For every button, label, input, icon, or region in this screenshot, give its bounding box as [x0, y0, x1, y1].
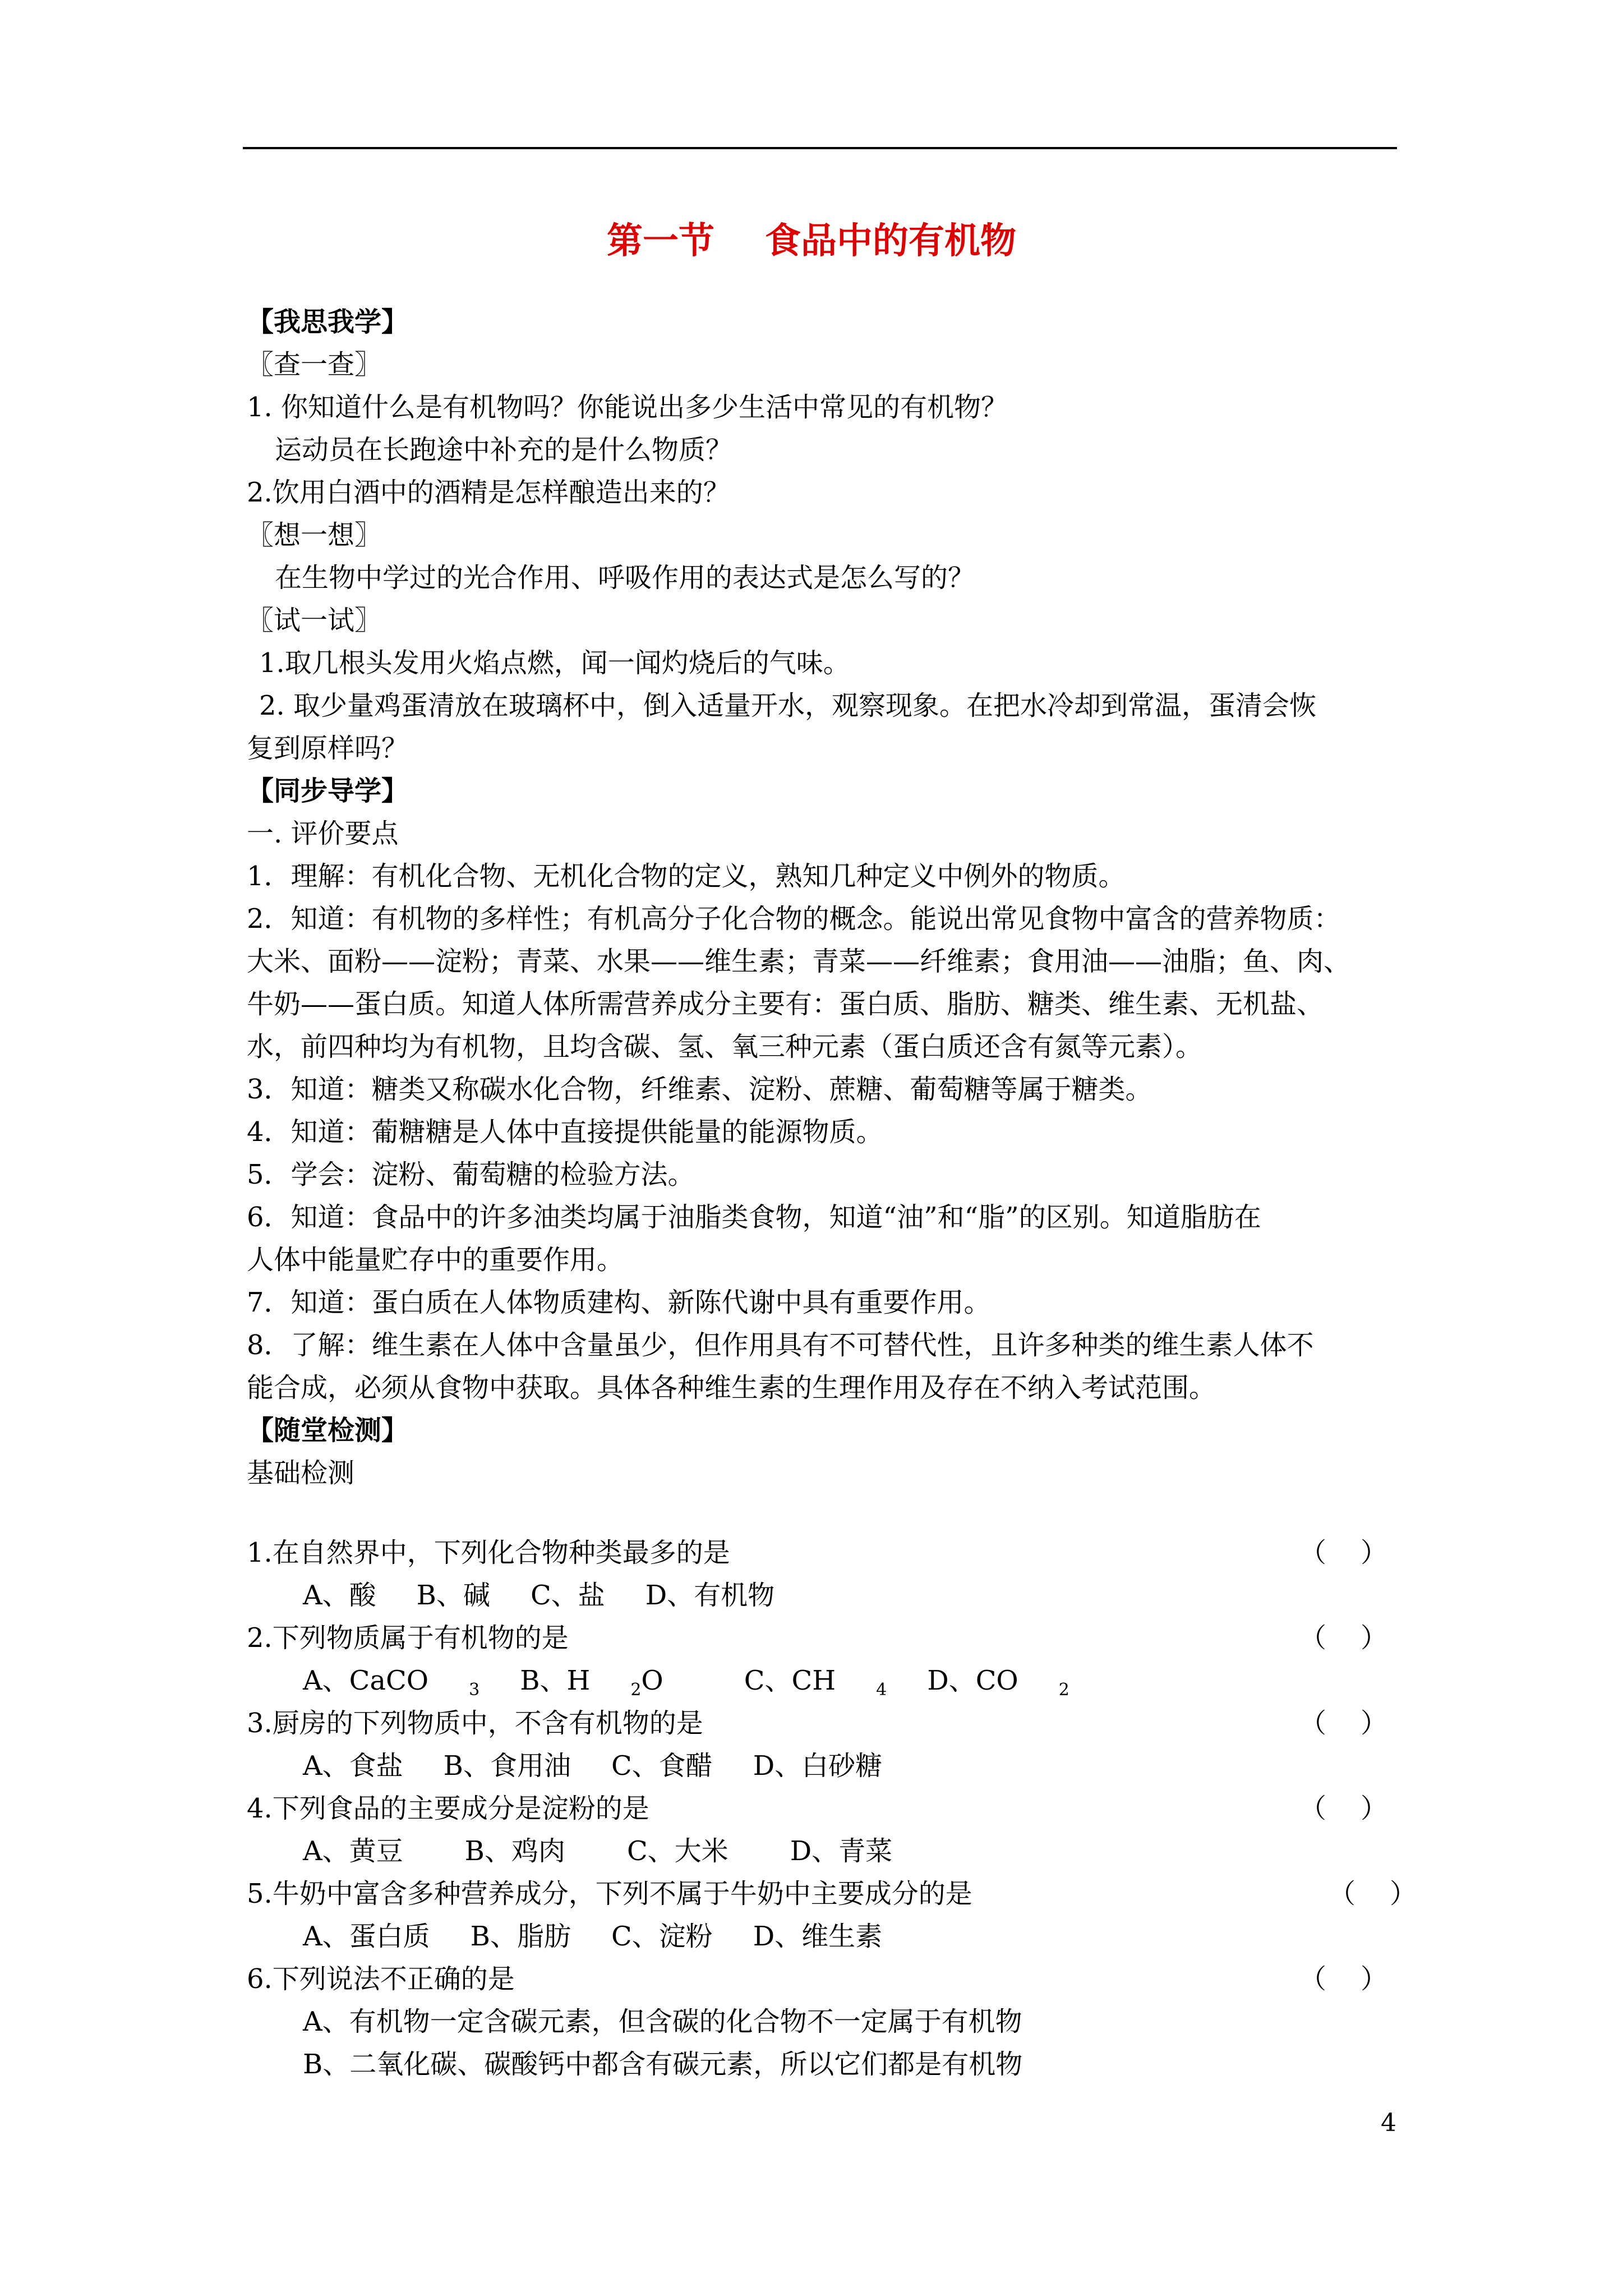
key-point-line: 牛奶——蛋白质。知道人体所需营养成分主要有：蛋白质、脂肪、糖类、维生素、无机盐、 [247, 988, 1324, 1020]
question-1: 1. 你知道什么是有机物吗？你能说出多少生活中常见的有机物？ [247, 392, 1008, 423]
question-stem: 2.下列物质属于有机物的是 [247, 1622, 569, 1654]
option: D、维生素 [753, 1921, 883, 1952]
options-row [303, 1747, 923, 1784]
option: A、有机物一定含碳元素，但含碳的化合物不一定属于有机物 [303, 2006, 1022, 2037]
option: B、碱 [416, 1580, 490, 1611]
subheading-basic-test: 基础检测 [247, 1457, 355, 1489]
question-stem: 5.牛奶中富含多种营养成分，下列不属于牛奶中主要成分的是 [247, 1878, 972, 1910]
option-co2: D、CO $_2$ [927, 1665, 1069, 1700]
question-2: 2.饮用白酒中的酒精是怎样酿造出来的？ [247, 477, 730, 508]
option: C、淀粉 [611, 1921, 713, 1952]
option: A、食盐 [303, 1750, 403, 1782]
option: A、酸 [303, 1580, 376, 1611]
option-caco3: A、CaCO $_3$ [303, 1665, 480, 1700]
option-h2o: B、H $_2$O [520, 1665, 663, 1700]
option: C、盐 [530, 1580, 605, 1611]
key-point-line: 人体中能量贮存中的重要作用。 [247, 1244, 624, 1276]
key-point-line: 2．知道：有机物的多样性；有机高分子化合物的概念。能说出常见食物中富含的营养物质： [247, 903, 1341, 935]
options-row [303, 1918, 923, 1955]
option: D、青菜 [790, 1835, 893, 1867]
key-point-line: 4．知道：葡糖糖是人体中直接提供能量的能源物质。 [247, 1116, 883, 1148]
key-point-line: 能合成，必须从食物中获取。具体各种维生素的生理作用及存在不纳入考试范围。 [247, 1372, 1216, 1404]
section-heading-sync-guide: 【同步导学】 [247, 775, 409, 807]
answer-blank: （ ） [1299, 1537, 1387, 1568]
section-heading-think-learn: 【我思我学】 [247, 306, 409, 338]
option: C、大米 [626, 1835, 728, 1867]
try-item-2-continued: 复到原样吗？ [247, 733, 409, 764]
key-point-line: 7．知道：蛋白质在人体物质建构、新陈代谢中具有重要作用。 [247, 1287, 991, 1318]
option: B、鸡肉 [464, 1835, 565, 1867]
option: A、蛋白质 [303, 1921, 430, 1952]
question-stem: 1.在自然界中，下列化合物种类最多的是 [247, 1537, 730, 1568]
page-title [0, 216, 1623, 266]
option: A、黄豆 [303, 1835, 403, 1867]
option: B、二氧化碳、碳酸钙中都含有碳元素，所以它们都是有机物 [303, 2049, 1023, 2080]
answer-blank: （ ） [1299, 1793, 1387, 1824]
answer-blank: （ ） [1299, 1622, 1387, 1654]
subheading-key-points: 一. 评价要点 [247, 818, 399, 849]
options-row [303, 1833, 933, 1870]
page-number: 4 [1381, 2109, 1396, 2137]
try-item-1: 1.取几根头发用火焰点燃，闻一闻灼烧后的气味。 [259, 647, 850, 679]
options-row [303, 1662, 1110, 1699]
option: C、食醋 [611, 1750, 713, 1782]
key-point-line: 水，前四种均为有机物，且均含碳、氢、氧三种元素（蛋白质还含有氮等元素）。 [247, 1031, 1203, 1062]
think-text: 在生物中学过的光合作用、呼吸作用的表达式是怎么写的？ [275, 562, 975, 593]
option: B、脂肪 [470, 1921, 571, 1952]
question-1-continued: 运动员在长跑途中补充的是什么物质？ [275, 434, 733, 466]
option: D、白砂糖 [753, 1750, 883, 1782]
try-item-2: 2. 取少量鸡蛋清放在玻璃杯中，倒入适量开水，观察现象。在把水冷却到常温，蛋清会恢 [259, 690, 1317, 721]
label-think: 〖想一想〗 [247, 519, 382, 551]
key-point-line: 大米、面粉——淀粉；青菜、水果——维生素；青菜——纤维素；食用油——油脂；鱼、肉、 [247, 946, 1351, 977]
option-ch4: C、CH $_4$ [744, 1665, 887, 1700]
answer-blank: （ ） [1328, 1878, 1417, 1910]
options-row [303, 1577, 815, 1614]
option: B、食用油 [443, 1750, 571, 1782]
title-part1: 第一节 [607, 220, 714, 262]
option: D、有机物 [645, 1580, 775, 1611]
key-point-line: 8．了解：维生素在人体中含量虽少，但作用具有不可替代性，且许多种类的维生素人体不 [247, 1329, 1314, 1361]
question-stem: 4.下列食品的主要成分是淀粉的是 [247, 1793, 649, 1824]
key-point-line: 5．学会：淀粉、葡萄糖的检验方法。 [247, 1159, 695, 1190]
answer-blank: （ ） [1299, 1963, 1387, 1995]
label-try: 〖试一试〗 [247, 605, 382, 636]
key-point-line: 6．知道：食品中的许多油类均属于油脂类食物，知道“油”和“脂”的区别。知道脂肪在 [247, 1202, 1261, 1233]
question-stem: 6.下列说法不正确的是 [247, 1963, 515, 1995]
title-part2: 食品中的有机物 [765, 220, 1016, 262]
key-point-line: 1．理解：有机化合物、无机化合物的定义，熟知几种定义中例外的物质。 [247, 861, 1126, 892]
section-heading-class-test: 【随堂检测】 [247, 1415, 409, 1446]
question-stem: 3.厨房的下列物质中，不含有机物的是 [247, 1708, 703, 1739]
header-rule [243, 147, 1397, 149]
key-point-line: 3．知道：糖类又称碳水化合物，纤维素、淀粉、蔗糖、葡萄糖等属于糖类。 [247, 1074, 1152, 1105]
label-check: 〖查一查〗 [247, 349, 382, 380]
answer-blank: （ ） [1299, 1708, 1387, 1739]
